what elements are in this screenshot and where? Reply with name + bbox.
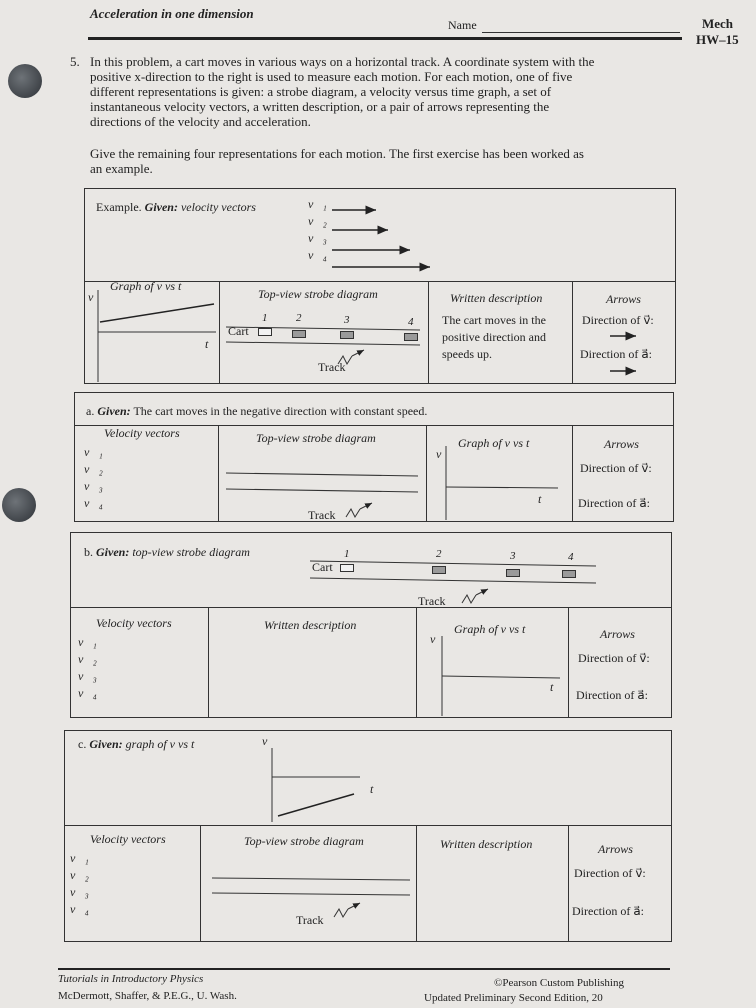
example-arrows-heading: Arrows bbox=[606, 292, 641, 306]
part-b-velocity-heading: Velocity vectors bbox=[96, 616, 172, 630]
part-c-given: c. Given: graph of v vs t bbox=[78, 737, 195, 751]
example-strobe-heading: Top-view strobe diagram bbox=[258, 287, 378, 301]
part-b-dir-a-label: Direction of a⃗: bbox=[576, 688, 648, 702]
part-c-dir-a-label: Direction of a⃗: bbox=[572, 904, 644, 918]
part-c-v-axis-label: v bbox=[262, 734, 268, 748]
footer-book: Tutorials in Introductory Physics bbox=[58, 973, 204, 985]
example-given: Example. Given: velocity vectors bbox=[96, 200, 256, 214]
part-b-pos-4: 4 bbox=[568, 551, 574, 563]
footer-rule bbox=[58, 968, 670, 970]
example-pos-1: 1 bbox=[262, 312, 268, 324]
part-b-cart-label: Cart bbox=[312, 560, 333, 574]
part-b-t-axis-label: t bbox=[550, 680, 554, 694]
part-c-dir-v-label: Direction of v⃗: bbox=[574, 866, 646, 880]
homework-code: HW–15 bbox=[696, 32, 739, 47]
part-c-track-label: Track bbox=[296, 913, 324, 927]
example-dir-v-label: Direction of v⃗: bbox=[582, 313, 654, 327]
part-a-vector-labels: v⃗₁ v⃗₂ v⃗₃ v⃗₄ bbox=[84, 445, 103, 510]
part-c-velocity-heading: Velocity vectors bbox=[90, 832, 166, 846]
part-b-vector-labels: v⃗₁ v⃗₂ v⃗₃ v⃗₄ bbox=[78, 635, 97, 700]
part-c-vector-labels: v⃗₁ v⃗₂ v⃗₃ v⃗₄ bbox=[70, 851, 89, 916]
part-a-given: a. Given: The cart moves in the negative direction with constant speed. bbox=[86, 404, 428, 418]
intro-text: In this problem, a cart moves in various ways on a horizontal track. A coordinate system with the positive x-direction to the right is used to measure each motion. For each motion, one of five different representations is given: a strobe diagram, a velocity versus time graph, a set of instantaneous velocity vectors, a written description, or a pair of arrows representing the directions of the velocity and acceleration. bbox=[90, 54, 595, 129]
part-b-given: b. Given: top-view strobe diagram bbox=[84, 545, 250, 559]
example-cart-label: Cart bbox=[228, 324, 249, 338]
part-a-graph-heading: Graph of v vs t bbox=[458, 436, 530, 450]
part-b-written-heading: Written description bbox=[264, 618, 357, 632]
part-c-t-axis-label: t bbox=[370, 782, 374, 796]
part-b-dir-v-label: Direction of v⃗: bbox=[578, 651, 650, 665]
part-b-v-axis-label: v bbox=[430, 632, 436, 646]
part-a-arrows-heading: Arrows bbox=[604, 437, 639, 451]
example-graph-heading: Graph of v vs t bbox=[110, 279, 182, 293]
course-label: Mech bbox=[702, 16, 734, 31]
example-dir-a-label: Direction of a⃗: bbox=[580, 347, 652, 361]
part-c-arrows-heading: Arrows bbox=[598, 842, 633, 856]
part-b-pos-2: 2 bbox=[436, 548, 442, 560]
example-v-axis-label: v bbox=[88, 290, 94, 304]
part-b-track-label: Track bbox=[418, 594, 446, 608]
example-vector-labels: v⃗₁ v⃗₂ v⃗₃ v⃗₄ bbox=[308, 197, 327, 262]
example-pos-4: 4 bbox=[408, 316, 414, 328]
instruction-text: Give the remaining four representations for each motion. The first exercise has been worked as an example. bbox=[90, 146, 584, 176]
footer-authors: McDermott, Shaffer, & P.E.G., U. Wash. bbox=[58, 990, 237, 1002]
example-written-heading: Written description bbox=[450, 291, 543, 305]
part-a-velocity-heading: Velocity vectors bbox=[104, 426, 180, 440]
footer-publisher: ©Pearson Custom Publishing bbox=[494, 977, 624, 989]
part-c-written-heading: Written description bbox=[440, 837, 533, 851]
part-a-v-axis-label: v bbox=[436, 447, 442, 461]
part-b-graph-heading: Graph of v vs t bbox=[454, 622, 526, 636]
example-pos-3: 3 bbox=[344, 314, 350, 326]
footer-edition: Updated Preliminary Second Edition, 20 bbox=[424, 992, 603, 1004]
example-track-label: Track bbox=[318, 360, 346, 374]
example-description: The cart moves in the positive direction and speeds up. bbox=[442, 313, 546, 361]
part-a-dir-a-label: Direction of a⃗: bbox=[578, 496, 650, 510]
page-title: Acceleration in one dimension bbox=[90, 6, 254, 21]
name-label: Name bbox=[448, 18, 477, 32]
part-a-track-label: Track bbox=[308, 508, 336, 522]
example-t-axis-label: t bbox=[205, 337, 209, 351]
part-b-arrows-heading: Arrows bbox=[600, 627, 635, 641]
example-pos-2: 2 bbox=[296, 312, 302, 324]
part-b-pos-3: 3 bbox=[510, 550, 516, 562]
problem-number: 5. bbox=[70, 54, 80, 69]
part-a-t-axis-label: t bbox=[538, 492, 542, 506]
part-a-dir-v-label: Direction of v⃗: bbox=[580, 461, 652, 475]
part-c-strobe-heading: Top-view strobe diagram bbox=[244, 834, 364, 848]
part-b-pos-1: 1 bbox=[344, 548, 350, 560]
part-a-strobe-heading: Top-view strobe diagram bbox=[256, 431, 376, 445]
